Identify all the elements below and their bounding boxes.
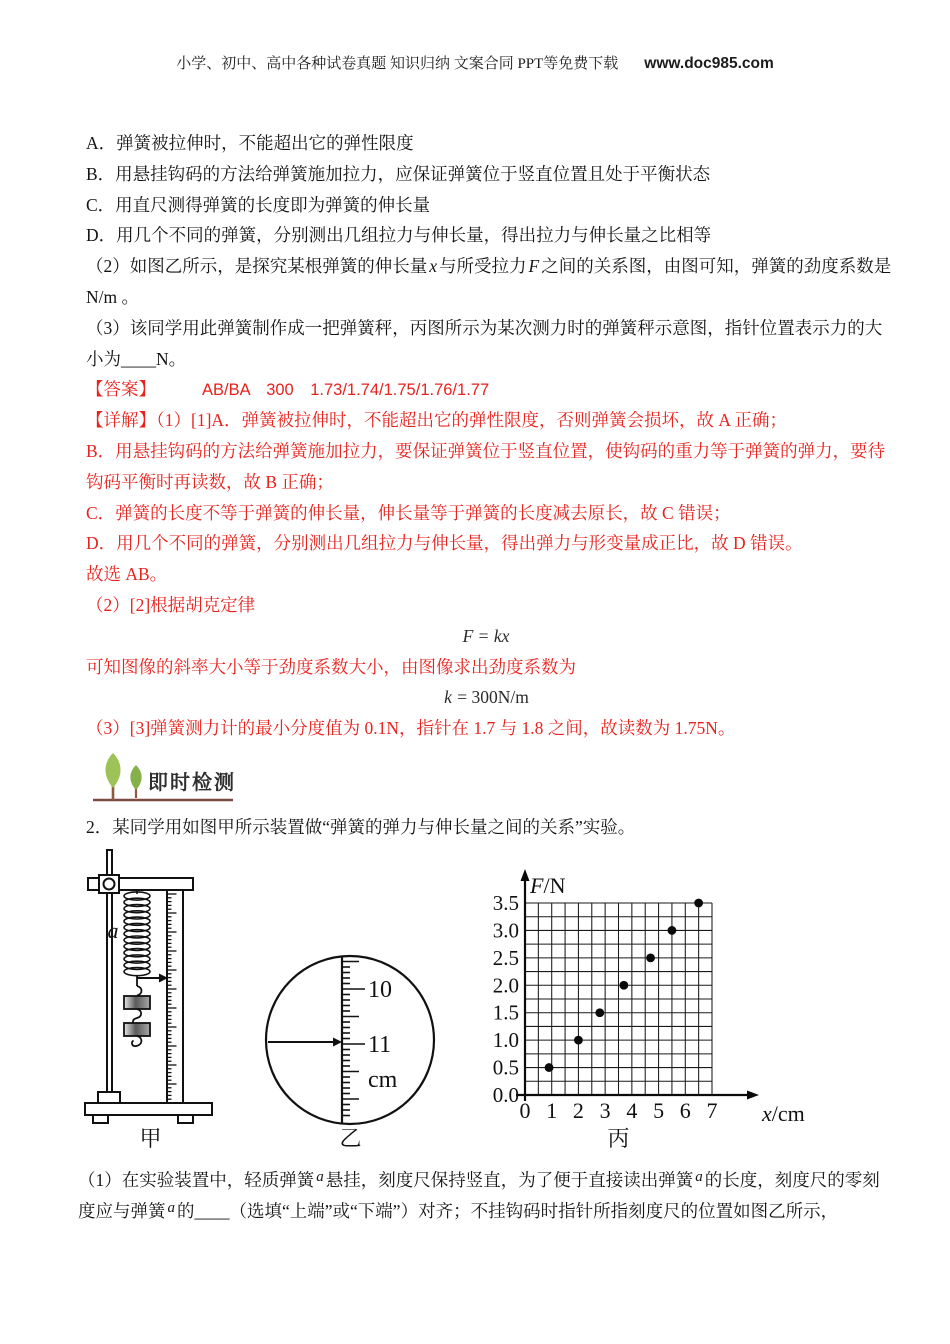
var-a: a [316, 1169, 324, 1185]
option-c: C．用直尺测得弹簧的长度即为弹簧的伸长量 [86, 194, 431, 215]
pointer-arrow [268, 1038, 342, 1047]
svg-text:0.0: 0.0 [492, 1083, 519, 1107]
q2-part1-line2: 度应与弹簧 a 的____（选填“上端”或“下端”）对齐；不挂钩码时指针所指刻度尺的位置如图乙所示， [78, 1199, 839, 1221]
clamp-knob [104, 879, 115, 890]
option-d: D．用几个不同的弹簧，分别测出几组拉力与伸长量，得出拉力与伸长量之比相等 [86, 225, 712, 246]
figure-bing-chart [483, 868, 823, 1126]
svg-text:0.5: 0.5 [492, 1055, 519, 1080]
var-a: a [695, 1169, 703, 1185]
question2-stem: 2．某同学用如图甲所示装置做“弹簧的弹力与伸长量之间的关系”实验。 [86, 817, 636, 837]
weight [124, 996, 150, 1009]
document-body [86, 128, 892, 744]
spring-icon [124, 890, 150, 976]
header-slogan: 小学、初中、高中各种试卷真题 知识归纳 文案合同 PPT等免费下载 [176, 56, 619, 72]
analysis-line-5: D．用几个不同的弹簧，分别测出几组拉力与伸长量，得出弹力与形变量成正比，故 D 错误。 [86, 533, 803, 554]
answer-blank: ____ [121, 348, 156, 369]
option-a: A．弹簧被拉伸时，不能超出它的弹性限度 [86, 133, 414, 153]
svg-text:2: 2 [572, 1098, 584, 1123]
svg-text:0: 0 [519, 1098, 531, 1123]
analysis-line-6: 故选 AB。 [86, 564, 168, 585]
hooke-law-formula: F = kx [462, 625, 510, 646]
svg-text:1.5: 1.5 [492, 1000, 519, 1025]
section-title: 即时检测 [148, 772, 236, 794]
tree-icon-small [130, 765, 141, 798]
svg-text:3.0: 3.0 [492, 918, 519, 943]
svg-text:3: 3 [599, 1098, 611, 1123]
tick-label-10: 10 [368, 977, 392, 1003]
question2-part1 [78, 1165, 898, 1227]
svg-text:3.5: 3.5 [492, 891, 519, 915]
y-axis-title: F/N [530, 873, 566, 898]
answer-values: AB/BA 300 1.73/1.74/1.75/1.76/1.77 [202, 381, 490, 400]
base [85, 1103, 212, 1115]
analysis-line-7: （2）[2]根据胡克定律 [86, 594, 256, 615]
svg-text:4: 4 [626, 1098, 638, 1123]
q2-part1-line1: （1）在实验装置中，轻质弹簧 a 悬挂，刻度尺保持竖直，为了便于直接读出弹簧 a 的长度，刻度尺的零刻 [78, 1169, 880, 1190]
answer-label: 【答案】 [86, 379, 156, 400]
svg-text:1: 1 [546, 1098, 558, 1123]
figure-yi-label: 乙 [339, 1126, 362, 1151]
svg-text:5: 5 [653, 1098, 665, 1123]
y-axis-arrow [521, 869, 530, 881]
pole-foot [98, 1092, 120, 1103]
slope-explanation: 可知图像的斜率大小等于劲度系数大小，由图像求出劲度系数为 [86, 656, 576, 677]
analysis-line-4: C．弹簧的长度不等于弹簧的伸长量，伸长量等于弹簧的长度减去原长，故 C 错误； [86, 502, 731, 523]
ruler-ticks [167, 894, 177, 1099]
svg-text:2.5: 2.5 [492, 945, 519, 970]
svg-text:2.0: 2.0 [492, 973, 519, 998]
q1-part3-line1: （3）该同学用此弹簧制作成一把弹簧秤，丙图所示为某次测力时的弹簧秤示意图，指针位置表示力的大 [86, 317, 883, 338]
svg-text:6: 6 [679, 1098, 691, 1123]
analysis-line-1: 【详解】（1）[1]A．弹簧被拉伸时，不能超出它的弹性限度，否则弹簧会损坏，故 A 正确； [86, 410, 787, 431]
x-axis-arrow [747, 1091, 759, 1100]
answer-blank: ____ [194, 1200, 230, 1221]
hook-icon [132, 1036, 142, 1046]
unit-label-cm: cm [368, 1067, 398, 1093]
option-b: B．用悬挂钩码的方法给弹簧施加拉力，应保证弹簧位于竖直位置且处于平衡状态 [86, 163, 711, 184]
hook-icon [137, 986, 142, 996]
analysis-line-3: 钩码平衡时再读数，故 B 正确； [86, 471, 334, 492]
figure-yi-magnifier [258, 948, 443, 1134]
spring-label-a: a [107, 918, 119, 943]
analysis-part3: （3）[3]弹簧测力计的最小分度值为 0.1N，指针在 1.7 与 1.8 之间，故读数为 1.75N。 [86, 718, 736, 739]
figure-jia-label: 甲 [139, 1126, 162, 1151]
var-F: F [528, 256, 540, 277]
tick-label-11: 11 [368, 1032, 392, 1058]
stiffness-formula: k = 300N/m [444, 687, 529, 708]
q1-part3-line2: 小为____N。 [86, 348, 187, 369]
x-axis-title: x/cm [762, 1101, 805, 1126]
answer-line [86, 374, 886, 405]
q1-part2-unit: N/m 。 [86, 286, 139, 307]
var-a: a [167, 1199, 175, 1216]
page-header [0, 52, 950, 73]
figure-jia-apparatus [83, 846, 218, 1126]
tree-icon [105, 753, 120, 800]
q1-part2-line: （2）如图乙所示，是探究某根弹簧的伸长量 x 与所受拉力 F 之间的关系图，由图可知，弹簧的劲度系数是 [86, 256, 892, 277]
analysis-line-2: B．用悬挂钩码的方法给弹簧施加拉力，要保证弹簧位于竖直位置，使钩码的重力等于弹簧的弹力，要待 [86, 440, 886, 461]
y-tick-labels [493, 891, 519, 1107]
x-tick-labels [520, 1098, 718, 1123]
figure-bing-label: 丙 [607, 1126, 630, 1151]
site-link: www.doc985.com [644, 55, 774, 72]
svg-text:1.0: 1.0 [492, 1028, 519, 1053]
ruler-ticks [342, 962, 365, 1116]
weight [124, 1023, 150, 1036]
svg-text:7: 7 [706, 1098, 718, 1123]
hooks-and-weights [124, 975, 150, 1046]
var-x: x [429, 256, 438, 277]
